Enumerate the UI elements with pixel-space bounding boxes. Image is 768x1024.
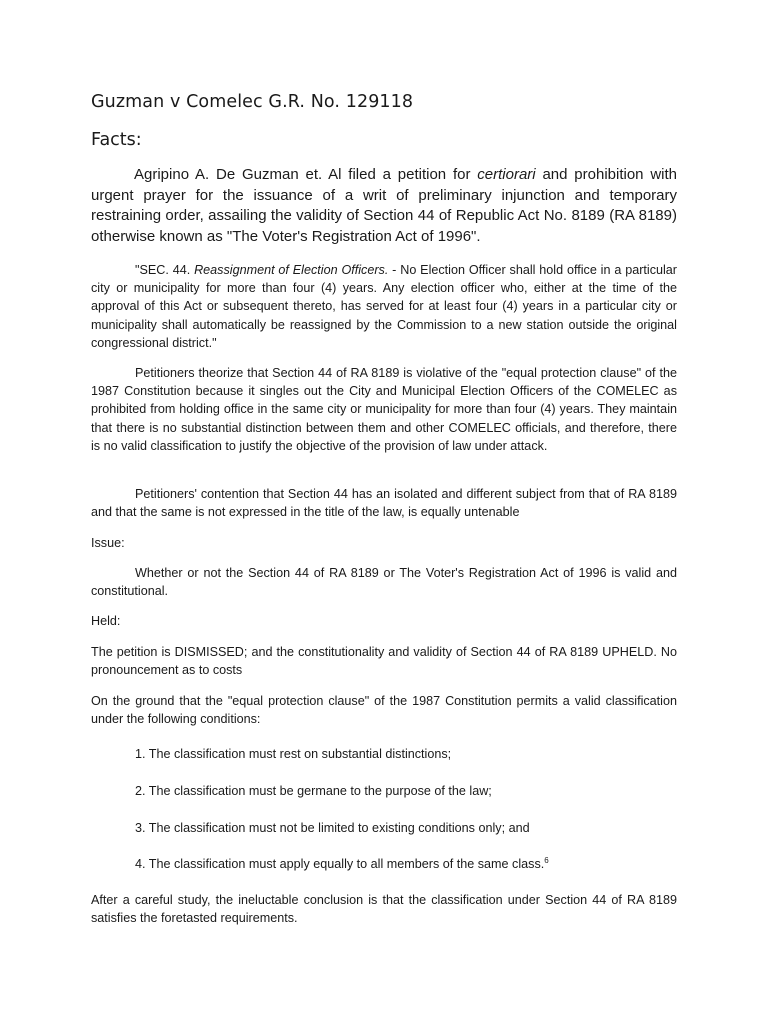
quote-lead: "SEC. 44.: [135, 263, 195, 277]
sec44-quote: [91, 261, 677, 352]
condition-item-2: 2. The classification must be germane to the purpose of the law;: [135, 784, 492, 798]
quote-italic: Reassignment of Election Officers.: [194, 263, 389, 277]
theorize-paragraph: Petitioners theorize that Section 44 of RA 8189 is violative of the "equal protection clause" of the 1987 Constitution because it singles out the City and Municipal Election Officers of the COMELEC as prohibited from holding office in the same city or municipality for more than four (4) years. They maintain that there is no substantial distinction between them and other COMELEC officials, and therefore, there is no valid classification to justify the objective of the provision of law under attack.: [91, 366, 677, 453]
condition-item-4: [135, 855, 549, 873]
condition-item-3: 3. The classification must not be limited to existing conditions only; and: [135, 821, 530, 835]
facts-text-after: and prohibition with urgent prayer for the issuance of a writ of preliminary injunction and temporary restraining order, assailing the validity of Section 44 of Republic Act No. 8189 (RA 8189) otherwise known as "The Voter's Registration Act of 1996".: [91, 166, 677, 245]
conclusion-paragraph: After a careful study, the ineluctable conclusion is that the classification under Section 44 of RA 8189 satisfies the foretasted requirements.: [91, 893, 677, 926]
facts-text-before: Agripino A. De Guzman et. Al filed a petition for: [134, 166, 478, 183]
held-label: Held:: [91, 614, 121, 628]
issue-text: Whether or not the Section 44 of RA 8189 or The Voter's Registration Act of 1996 is valid and constitutional.: [91, 566, 677, 599]
condition-item-1: 1. The classification must rest on substantial distinctions;: [135, 747, 452, 761]
condition-4-text: 4. The classification must apply equally to all members of the same class.: [135, 857, 545, 871]
facts-paragraph: [91, 165, 677, 247]
held-text: The petition is DISMISSED; and the constitutionality and validity of Section 44 of RA 8189 UPHELD. No pronouncement as to costs: [91, 645, 677, 678]
facts-heading: Facts:: [91, 130, 142, 150]
contention-paragraph: Petitioners' contention that Section 44 has an isolated and different subject from that of RA 8189 and that the same is not expressed in the title of the law, is equally untenable: [91, 487, 677, 520]
issue-label: Issue:: [91, 536, 125, 550]
footnote-marker: 6: [544, 855, 549, 865]
case-title: Guzman v Comelec G.R. No. 129118: [91, 92, 414, 112]
ground-paragraph: On the ground that the "equal protection clause" of the 1987 Constitution permits a valid classification under the following conditions:: [91, 694, 677, 727]
facts-text-italic: certiorari: [477, 166, 536, 183]
quote-rest: - No Election Officer shall hold office in a particular city or municipality for more than four (4) years. Any election officer who, either at the time of the approval of this Act or subsequent thereto, has served for at least four (4) years in a particular city or municipality shall automatically be reassigned by the Commission to a new station outside the original congressional district.": [91, 263, 677, 350]
